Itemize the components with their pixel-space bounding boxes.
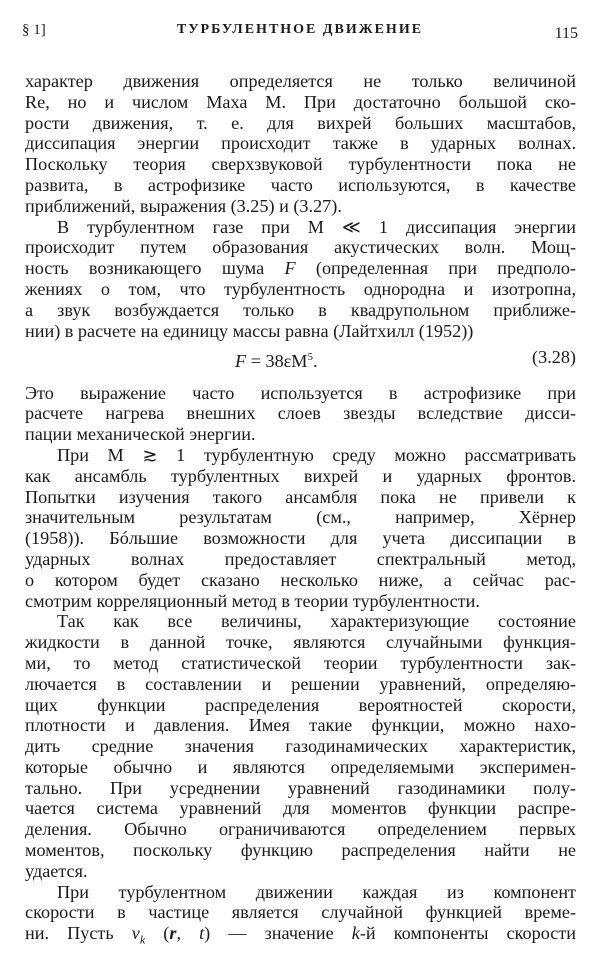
text-line: как ансамбль турбулентных вихрей и ударных фронтов.	[25, 465, 576, 486]
text-line: моментов, поскольку функцию распределения найти не	[25, 840, 576, 861]
text-line: характер движения определяется не только величиной	[25, 71, 576, 91]
text-line: Это выражение часто используется в астрофизике при	[25, 382, 576, 403]
text-line: рости движения, т. е. для вихрей больших масштабов,	[25, 112, 576, 133]
text-line: В турбулентном газе при М ≪ 1 диссипация энергии	[57, 216, 576, 237]
math-symbol: k	[351, 923, 360, 944]
text-line: скорости в частице является случайной функцией време-	[25, 902, 576, 923]
text-line: лючается в составлении и решении уравнений, определяю-	[25, 673, 576, 694]
text-segment: -й компоненты скорости	[359, 923, 577, 944]
text-line: При М ≳ 1 турбулентную среду можно рассматривать	[57, 444, 576, 465]
paragraph	[25, 217, 576, 342]
math-symbol: k	[139, 932, 146, 947]
math-symbol: t	[199, 923, 205, 944]
text-line: приближений, выражения (3.25) и (3.27).	[25, 195, 342, 216]
paragraph	[25, 445, 576, 611]
text-line	[25, 258, 576, 279]
text-line: значительным результатам (см., например, Хёрнер	[25, 507, 576, 528]
math-symbol: F	[284, 258, 296, 279]
text-line: развита, в астрофизике часто используются, в качестве	[25, 174, 576, 195]
text-line: жениях о том, что турбулентность однородна и изотропна,	[25, 278, 576, 299]
text-line: ми, то метод статистической теории турбулентности зак-	[25, 652, 576, 673]
equation-rhs: = 38εM	[246, 351, 308, 372]
math-symbol: r	[169, 923, 177, 944]
text-line: (1958)). Бóльшие возможности для учета диссипации в	[25, 528, 576, 549]
text-line: удается.	[25, 860, 88, 881]
page-header	[22, 22, 578, 44]
equation-3-28	[25, 347, 576, 372]
equation-lhs: F	[235, 351, 247, 372]
text-line: ударных волнах предоставляет спектральный метод,	[25, 548, 576, 569]
text-line: щих функции распределения вероятностей скорости,	[25, 694, 576, 715]
text-line: При турбулентном движении каждая из компонент	[57, 881, 576, 902]
text-line: которые обычно и являются определяемыми эксперимен-	[25, 756, 576, 777]
text-line: жидкости в данной точке, являются случайными функция-	[25, 632, 576, 653]
equation-exponent: 5	[307, 351, 313, 364]
text-line	[25, 923, 577, 947]
paragraph	[25, 611, 576, 881]
text-line: деления. Обычно ограничиваются определением первых	[25, 819, 576, 840]
math-symbol: v	[131, 923, 140, 944]
text-line: Так как все величины, характеризующие состояние	[57, 611, 576, 632]
paragraph	[25, 71, 576, 217]
text-line: нии) в расчете на единицу массы равна (Лайтхилл (1952))	[25, 320, 474, 341]
text-segment: ность возникающего шума	[25, 258, 285, 279]
text-line: происходит путем образования акустических волн. Мощ-	[25, 237, 576, 258]
text-line: плотности и давления. Имея такие функции, можно нахо-	[25, 715, 576, 736]
equation-expression	[235, 347, 318, 372]
text-line: смотрим корреляционный метод в теории турбулентности.	[25, 590, 480, 611]
text-line: Re, но и числом Маха М. При достаточно большой ско-	[25, 91, 576, 112]
text-line: расчете нагрева внешних слоев звезды вследствие дисси-	[25, 403, 576, 424]
text-line: пации механической энергии.	[25, 424, 256, 445]
equation-end: .	[312, 351, 318, 372]
text-segment: ни. Пусть	[25, 923, 132, 944]
text-segment: (	[145, 923, 170, 944]
equation-number: (3.28)	[532, 347, 576, 368]
text-line: а звук возбуждается только в квадрупольном приближе-	[25, 299, 576, 320]
text-segment: (определенная при предполо-	[295, 258, 576, 279]
text-line: дить средние значения газодинамических характеристик,	[25, 736, 576, 757]
text-line: Попытки изучения такого ансамбля пока не привели к	[25, 486, 576, 507]
text-line: чается система уравнений для моментов функции распре-	[25, 798, 576, 819]
text-line: о котором будет сказано несколько ниже, а сейчас рас-	[25, 569, 576, 590]
text-line: диссипация энергии происходит также в ударных волнах.	[25, 133, 576, 154]
paragraph	[25, 383, 576, 445]
text-line: Поскольку теория сверхзвуковой турбулентности пока не	[25, 154, 576, 175]
section-marker: § 1]	[22, 22, 46, 38]
text-line: тально. При усреднении уравнений газодинамики полу-	[25, 777, 576, 798]
page-number: 115	[554, 25, 578, 42]
text-segment: ,	[176, 923, 200, 944]
paragraph	[25, 881, 577, 947]
text-segment: ) — значение	[204, 923, 352, 944]
body-text	[25, 71, 577, 947]
running-title: ТУРБУЛЕНТНОЕ ДВИЖЕНИЕ	[176, 22, 424, 37]
